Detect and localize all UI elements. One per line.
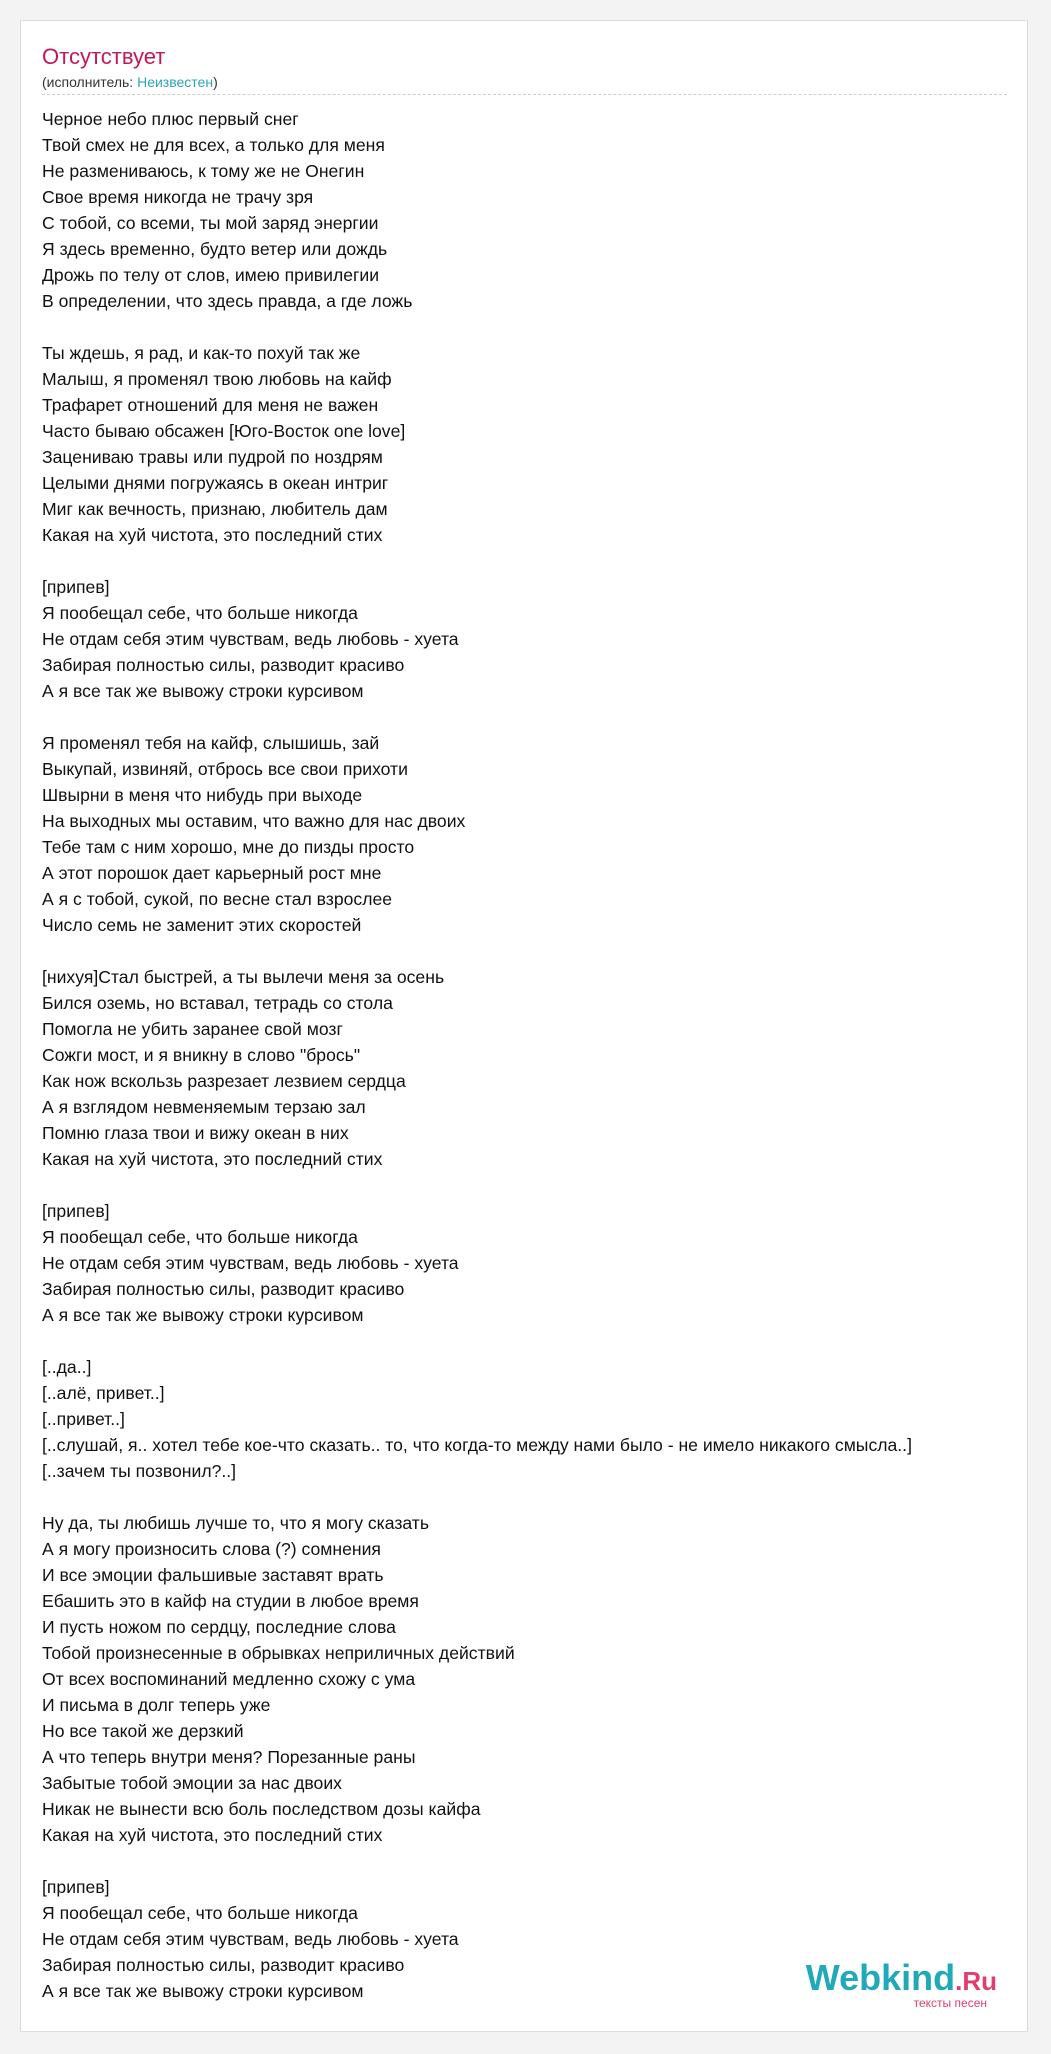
- artist-line: [42, 73, 218, 91]
- artist-prefix: (исполнитель:: [42, 74, 138, 90]
- lyric-line: Целыми днями погружаясь в океан интриг: [42, 473, 389, 493]
- stanza-break: [42, 1328, 1042, 1354]
- lyric-line: А что теперь внутри меня? Порезанные раны: [42, 1747, 416, 1767]
- lyric-line: Не отдам себя этим чувствам, ведь любовь - хуета: [42, 1253, 459, 1273]
- lyric-line: [припев]: [42, 1877, 110, 1897]
- lyric-line: Выкупай, извиняй, отбрось все свои прихоти: [42, 759, 408, 779]
- lyric-line: От всех воспоминаний медленно схожу с ума: [42, 1669, 416, 1689]
- lyric-line: Я пообещал себе, что больше никогда: [42, 603, 358, 623]
- lyric-line: Тобой произнесенные в обрывках неприличных действий: [42, 1643, 515, 1663]
- lyric-line: Но все такой же дерзкий: [42, 1721, 244, 1741]
- lyric-line: Тебе там с ним хорошо, мне до пизды просто: [42, 837, 415, 857]
- lyric-line: Никак не вынести всю боль последством дозы кайфа: [42, 1799, 481, 1819]
- lyric-line: Бился оземь, но вставал, тетрадь со стола: [42, 993, 393, 1013]
- lyric-line: Забирая полностью силы, разводит красиво: [42, 655, 405, 675]
- lyric-line: [..зачем ты позвонил?..]: [42, 1461, 237, 1481]
- lyric-line: А я все так же вывожу строки курсивом: [42, 681, 364, 701]
- lyric-line: Часто бываю обсажен [Юго-Восток one love]: [42, 421, 406, 441]
- lyric-line: А я могу произносить слова (?) сомнения: [42, 1539, 381, 1559]
- lyric-line: Черное небо плюс первый снег: [42, 109, 299, 129]
- lyric-line: Твой смех не для всех, а только для меня: [42, 135, 385, 155]
- artist-link[interactable]: Неизвестен: [137, 74, 214, 90]
- stanza-break: [42, 1484, 1042, 1510]
- lyrics-text: [42, 106, 1042, 2004]
- stanza-break: [42, 704, 1042, 730]
- lyric-line: Как нож вскользь разрезает лезвием сердца: [42, 1071, 406, 1091]
- lyric-line: С тобой, со всеми, ты мой заряд энергии: [42, 213, 379, 233]
- lyric-line: Ебашить это в кайф на студии в любое время: [42, 1591, 419, 1611]
- lyric-line: Число семь не заменит этих скоростей: [42, 915, 362, 935]
- lyric-line: А я с тобой, сукой, по весне стал взрослее: [42, 889, 393, 909]
- lyric-line: Трафарет отношений для меня не важен: [42, 395, 379, 415]
- lyric-line: Я пообещал себе, что больше никогда: [42, 1227, 358, 1247]
- lyric-line: Забытые тобой эмоции за нас двоих: [42, 1773, 342, 1793]
- lyric-line: Какая на хуй чистота, это последний стих: [42, 1149, 383, 1169]
- lyric-line: А я все так же вывожу строки курсивом: [42, 1305, 364, 1325]
- lyric-line: Забирая полностью силы, разводит красиво: [42, 1279, 405, 1299]
- stanza-break: [42, 938, 1042, 964]
- lyric-line: И письма в долг теперь уже: [42, 1695, 271, 1715]
- lyric-line: Малыш, я променял твою любовь на кайф: [42, 369, 392, 389]
- lyric-line: И все эмоции фальшивые заставят врать: [42, 1565, 384, 1585]
- lyric-line: Сожги мост, и я вникну в слово "брось": [42, 1045, 361, 1065]
- lyric-line: Ты ждешь, я рад, и как-то похуй так же: [42, 343, 361, 363]
- lyric-line: Ну да, ты любишь лучше то, что я могу сказать: [42, 1513, 430, 1533]
- lyric-line: [нихуя]Стал быстрей, а ты вылечи меня за осень: [42, 967, 445, 987]
- webkind-logo[interactable]: [805, 1957, 997, 2010]
- lyric-line: Помню глаза твои и вижу океан в них: [42, 1123, 349, 1143]
- lyric-line: Помогла не убить заранее свой мозг: [42, 1019, 343, 1039]
- lyric-line: [..да..]: [42, 1357, 92, 1377]
- lyric-line: В определении, что здесь правда, а где ложь: [42, 291, 413, 311]
- lyric-line: А я все так же вывожу строки курсивом: [42, 1981, 364, 2001]
- lyric-line: Швырни в меня что нибудь при выходе: [42, 785, 363, 805]
- lyric-line: Зацениваю травы или пудрой по ноздрям: [42, 447, 383, 467]
- stanza-break: [42, 314, 1042, 340]
- lyric-line: Какая на хуй чистота, это последний стих: [42, 525, 383, 545]
- lyric-line: [припев]: [42, 1201, 110, 1221]
- logo-tagline: тексты песен: [913, 1996, 987, 2010]
- lyrics-card: [20, 20, 1028, 2032]
- artist-suffix: ): [213, 74, 218, 90]
- lyric-line: Какая на хуй чистота, это последний стих: [42, 1825, 383, 1845]
- lyric-line: [..алё, привет..]: [42, 1383, 165, 1403]
- lyric-line: Свое время никогда не трачу зря: [42, 187, 314, 207]
- lyric-line: Я пообещал себе, что больше никогда: [42, 1903, 358, 1923]
- lyric-line: [..слушай, я.. хотел тебе кое-что сказать.. то, что когда-то между нами было - не имело никакого смысла..]: [42, 1435, 912, 1455]
- logo-brand: Webkind: [805, 1957, 956, 1998]
- logo-wordmark: [805, 1957, 997, 1999]
- lyric-line: Не отдам себя этим чувствам, ведь любовь - хуета: [42, 1929, 459, 1949]
- stanza-break: [42, 1848, 1042, 1874]
- lyric-line: Я здесь временно, будто ветер или дождь: [42, 239, 388, 259]
- lyric-line: А я взглядом невменяемым терзаю зал: [42, 1097, 366, 1117]
- lyric-line: Я променял тебя на кайф, слышишь, зай: [42, 733, 380, 753]
- lyric-line: [припев]: [42, 577, 110, 597]
- stanza-break: [42, 1172, 1042, 1198]
- title-divider: [42, 94, 1007, 95]
- lyric-line: Дрожь по телу от слов, имею привилегии: [42, 265, 380, 285]
- lyric-line: Миг как вечность, признаю, любитель дам: [42, 499, 388, 519]
- stanza-break: [42, 548, 1042, 574]
- song-title: Отсутствует: [42, 44, 166, 69]
- lyric-line: Забирая полностью силы, разводит красиво: [42, 1955, 405, 1975]
- lyric-line: [..привет..]: [42, 1409, 125, 1429]
- lyric-line: Не отдам себя этим чувствам, ведь любовь - хуета: [42, 629, 459, 649]
- lyric-line: И пусть ножом по сердцу, последние слова: [42, 1617, 396, 1637]
- lyric-line: На выходных мы оставим, что важно для нас двоих: [42, 811, 466, 831]
- lyric-line: А этот порошок дает карьерный рост мне: [42, 863, 382, 883]
- lyric-line: Не размениваюсь, к тому же не Онегин: [42, 161, 365, 181]
- logo-tld: .Ru: [955, 1966, 997, 1996]
